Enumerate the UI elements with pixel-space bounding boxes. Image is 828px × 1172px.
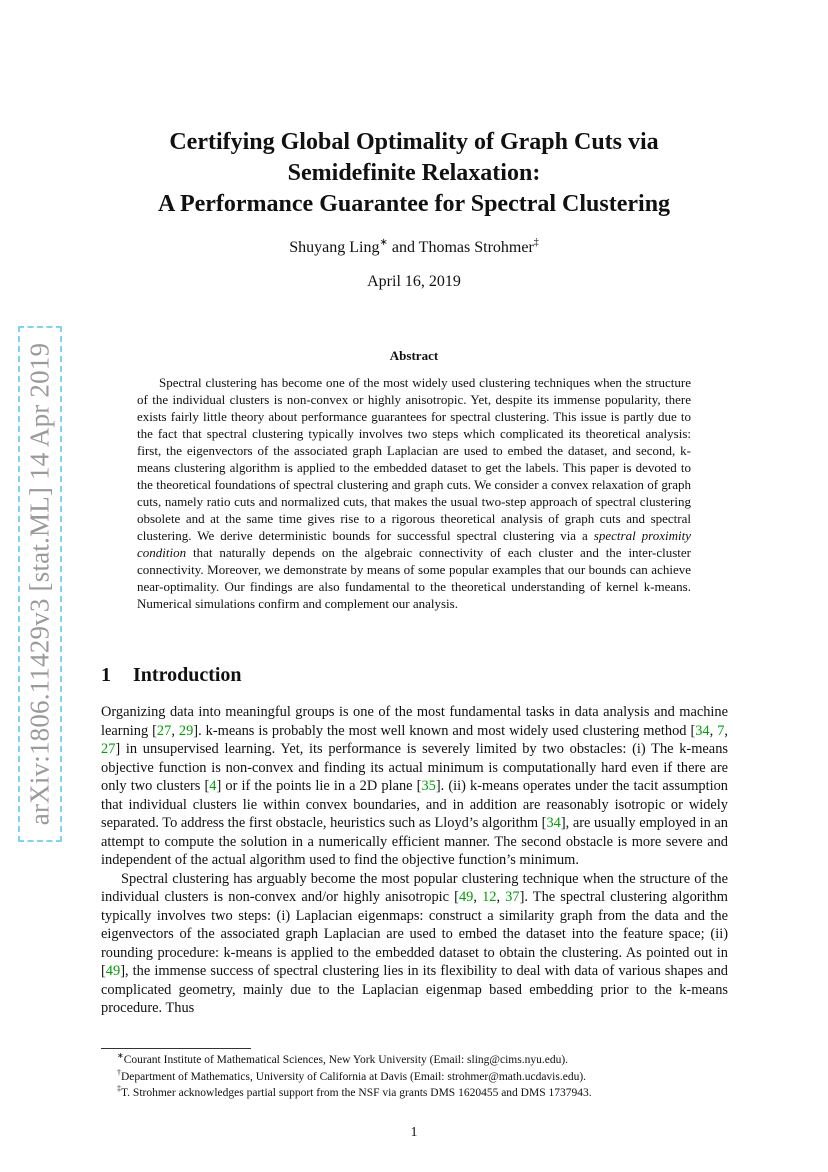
title-line-3: A Performance Guarantee for Spectral Clustering <box>157 191 671 217</box>
section-heading <box>101 664 242 687</box>
author-conjunction: and <box>391 239 415 256</box>
citation-link[interactable]: 4 <box>209 778 217 794</box>
arxiv-side-identifier-box <box>18 326 62 842</box>
paragraph-text: Spectral clustering has arguably become the most popular clustering technique when the structure of the individual clusters is non-convex and/or highly anisotropic [ <box>101 870 728 905</box>
footnote-text: Department of Mathematics, University of California at Davis (Email: strohmer@math.ucdavis.edu). <box>121 1070 587 1083</box>
abstract-text: Spectral clustering has become one of the most widely used clustering techniques when the structure of the individual clusters is non-convex or highly anisotropic. Yet, despite its immense popularity, there exists fairly little theory about performance guarantees for spectral clustering. This issue is partly due to the fact that spectral clustering typically involves two steps which complicated its theoretical analysis: first, the eigenvectors of the associated graph Laplacian are used to embed the dataset, and second, k-means clustering algorithm is applied to the embedded dataset to get the labels. This paper is devoted to the theoretical foundations of spectral clustering and graph cuts. We consider a convex relaxation of graph cuts, namely ratio cuts and normalized cuts, that makes the usual two-step approach of spectral clustering obsolete and at the same time gives rise to a rigorous theoretical analysis of graph cuts and spectral clustering. We derive deterministic bounds for successful spectral clustering via a <box>137 375 691 543</box>
page-number: 1 <box>410 1125 418 1140</box>
paragraph-text: ] or if the points lie in a 2D plane [ <box>216 778 422 794</box>
citation-link[interactable]: 7 <box>717 722 725 739</box>
citation-link[interactable]: 35 <box>421 778 436 794</box>
paragraph <box>101 703 728 870</box>
paragraph-text: , <box>171 722 179 739</box>
footnote <box>117 1069 727 1086</box>
citation-link[interactable]: 27 <box>101 741 116 757</box>
abstract-text: that naturally depends on the algebraic connectivity of each cluster and the inter-cluster connectivity. Moreover, we demonstrate by means of some popular examples that our bounds can achieve near-optimality. Our findings are also fundamental to the theoretical understanding of kernel k-means. Numerical simulations confirm and complement our analysis. <box>137 545 691 611</box>
paragraph-text: ]. k-means is probably the most well known and most widely used clustering method [ <box>193 722 696 739</box>
author-footnote-mark: ‡ <box>533 237 539 248</box>
paragraph-text: ]. The spectral clustering algorithm typically involves two steps: (i) Laplacian eigenmaps: construct a similarity graph from the data and the eigenvectors of the associated graph Laplacian are used to embed the dataset into the feature space; (ii) rounding procedure: k-means is applied to the embedded dataset to obtain the clustering. As pointed out in [ <box>101 889 728 979</box>
footnote-text: T. Strohmer acknowledges partial support from the NSF via grants DMS 1620455 and DMS 1737943. <box>121 1087 592 1099</box>
paragraph-text: ] in unsupervised learning. Yet, its performance is severely limited by two obstacles: (i) The k-means objective function is non-convex and finding its actual minimum is computationally hard even if there are only two clusters [ <box>101 741 728 794</box>
arxiv-identifier: arXiv:1806.11429v3 [stat.ML] 14 Apr 2019 <box>24 342 55 826</box>
abstract-body <box>137 374 691 612</box>
author-name: Thomas Strohmer <box>418 239 534 256</box>
citation-link[interactable]: 27 <box>156 722 172 739</box>
section-title: Introduction <box>133 664 242 686</box>
citation-link[interactable]: 34 <box>546 815 561 831</box>
abstract-heading: Abstract <box>389 348 439 363</box>
paragraph-text: ], the immense success of spectral clustering lies in its flexibility to deal with data of various shapes and complicated geometry, mainly due to the Laplacian eigenmap based embedding prior to the k-means procedure. Thus <box>101 963 728 1016</box>
paragraph-text: , <box>496 889 506 905</box>
footnote-rule <box>101 1048 251 1049</box>
footnote <box>117 1052 727 1069</box>
footnote-mark: † <box>117 1067 121 1077</box>
title-line-1: Certifying Global Optimality of Graph Cuts via <box>169 129 659 155</box>
citation-link[interactable]: 49 <box>458 889 474 905</box>
footnote-mark: ‡ <box>117 1084 121 1093</box>
abstract-emphasis: spectral proximity condition <box>137 528 691 560</box>
citation-link[interactable]: 29 <box>178 722 194 739</box>
introduction-body <box>101 703 728 1018</box>
footnote-mark: ∗ <box>117 1051 124 1060</box>
paragraph-text: , <box>724 722 729 739</box>
citation-link[interactable]: 34 <box>695 722 710 739</box>
author-footnote-mark: ∗ <box>379 237 388 248</box>
footnotes <box>117 1052 727 1102</box>
author-line <box>0 239 828 257</box>
paragraph <box>101 870 728 1018</box>
paper-title <box>80 127 748 220</box>
citation-link[interactable]: 12 <box>482 889 497 905</box>
paragraph-text: , <box>709 722 718 739</box>
title-line-2: Semidefinite Relaxation: <box>287 160 541 186</box>
paragraph-text: ], are usually employed in an attempt to compute the solution in a numerically efficient manner. The second obstacle is more severe and independent of the actual algorithm used to find the objective function’s minimum. <box>101 815 729 868</box>
footnote-text: Courant Institute of Mathematical Sciences, New York University (Email: sling@cims.nyu.edu). <box>123 1054 569 1066</box>
citation-link[interactable]: 49 <box>105 963 121 979</box>
author-name: Shuyang Ling <box>289 239 380 256</box>
paragraph-text: ]. (ii) k-means operates under the tacit assumption that individual clusters lie within convex boundaries, and in addition are reasonably isotropic or widely separated. To address the first obstacle, heuristics such as Lloyd’s algorithm [ <box>101 778 728 831</box>
footnote <box>117 1085 727 1102</box>
paragraph-text: Organizing data into meaningful groups is one of the most fundamental tasks in data analysis and machine learning [ <box>101 704 728 739</box>
paragraph-text: , <box>473 889 483 905</box>
paper-date: April 16, 2019 <box>367 273 461 290</box>
citation-link[interactable]: 37 <box>505 889 520 905</box>
section-number: 1 <box>101 664 111 686</box>
